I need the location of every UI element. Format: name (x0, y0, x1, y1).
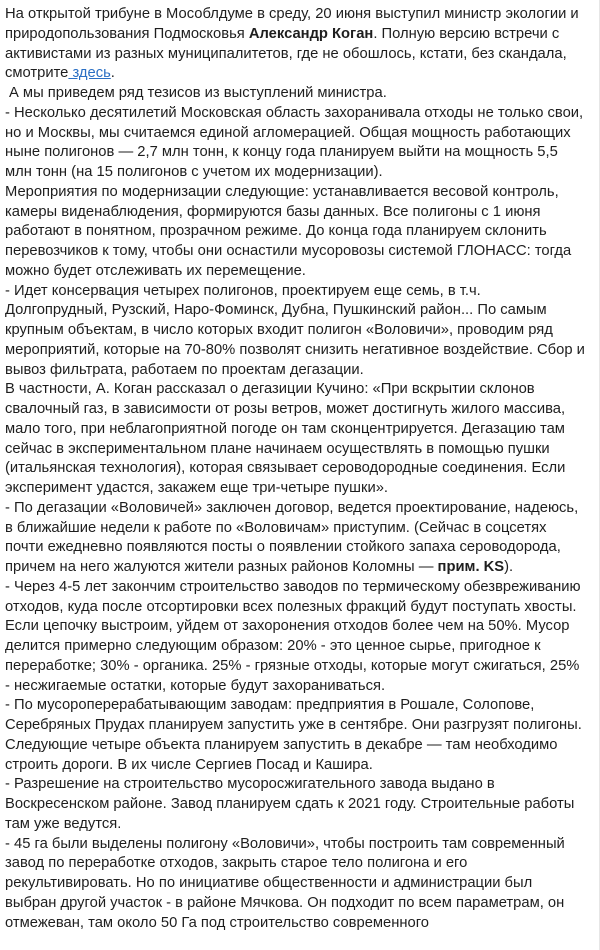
paragraph-conservation: - Идет консервация четырех полигонов, проектируем еще семь, в т.ч. Долгопрудный, Рузский, Наро-Фоминск, Дубна, Пушкинский район... По самым крупным объектам, в число которых входит полигон «Воловичи», проводим ряд мероприятий, которые на 70-80% позволят снизить негативное воздействие. Сбор и вывоз фильтрата, работаем по проектам дегазации. (5, 282, 585, 378)
paragraph-incineration-permit: - Разрешение на строительство мусоросжигательного завода выдано в Воскресенском районе. Завод планируем сдать к 2021 году. Строительные работы там уже ведутся. (5, 776, 575, 832)
editor-note: прим. KS (437, 559, 505, 575)
paragraph-kuchino-degassing: В частности, А. Коган рассказал о дегазиции Кучино: «При вскрытии склонов свалочный газ, в зависимости от розы ветров, может достигнуть жилого массива, мало того, при неблагоприятной погоде он там сконцентрируется. Дегазацию там сейчас в экспериментальном плане начинаем осуществлять в помощью пушки (итальянская технология), которая связывает сероводородные соединения. Если эксперимент удастся, закажем еще три-четыре пушки». (5, 381, 566, 496)
paragraph-volovichi-site: - 45 га были выделены полигону «Воловичи», чтобы построить там современный завод по переработке отходов, закрыть старое тело полигона и его рекультивировать. Но по инициативе общественности и администрации был выбран другой участок - в районе Мячкова. Он подходит по всем параметрам, он отмежеван, там около 50 Га под строительство современного (5, 835, 565, 931)
paragraph-landfill-capacity: - Несколько десятилетий Московская область захоранивала отходы не только свои, но и Москвы, мы считаемся единой агломерацией. Общая мощность работающих ныне полигонов — 2,7 млн тонн, к концу года планируем выйти на мощность 5,5 млн тонн (на 15 полигонов с учетом их модернизации). (5, 104, 584, 180)
volovichi-text-end: ). (504, 559, 514, 575)
theses-intro: А мы приведем ряд тезисов из выступлений министра. (9, 85, 387, 101)
paragraph-volovichi-degassing (5, 499, 587, 578)
intro-text-end: . (110, 65, 115, 82)
video-link[interactable]: здесь (68, 65, 111, 82)
intro-text: На открытой трибуне в Мособлдуме в среду, 20 июня выступил министр экологии и природопользования Подмосковья (5, 6, 579, 42)
paragraph-modernization: Мероприятия по модернизации следующие: устанавливается весовой контроль, камеры виденаблюдения, формируются базы данных. Все полигоны с 1 июня работают в понятном, прозрачном режиме. До конца года планируем склонить перевозчиков к тому, чтобы они оснастили мусоровозы системой ГЛОНАСС: тогда можно будет отслеживать их перемещение. (5, 183, 572, 279)
intro-text-continued: . Полную версию встречи с активистами из разных муниципалитетов, где не обошлось, кстати, без скандала, смотрите (5, 25, 567, 82)
volovichi-text: - По дегазации «Воловичей» заключен договор, ведется проектирование, надеюсь, в ближайшие недели к работе по «Воловичам» приступим. (Сейчас в соцсетях почти ежедневно появляются посты о появлении стойкого запаха сероводорода, причем на него жалуются жители разных районов Коломны — (5, 499, 579, 575)
paragraph-processing-plants: - По мусороперерабатывающим заводам: предприятия в Рошале, Солопове, Серебряных Прудах планируем запустить уже в сентябре. Они разгрузят полигоны. Следующие четыре объекта планируем запустить в декабре — там необходимо строить дороги. В их числе Сергиев Посад и Кашира. (5, 697, 582, 773)
minister-name: Александр Коган (248, 25, 374, 42)
paragraph-thermal-plants: - Через 4-5 лет закончим строительство заводов по термическому обезвреживанию отходов, куда после отсортировки всех полезных фракций будут поступать хвосты. Если цепочку выстроим, уйдем от захоронения отходов более чем на 50%. Мусор делится примерно следующим образом: 20% - это ценное сырье, пригодное к переработке; 30% - органика. 25% - грязные отходы, которые могут сжигаться, 25% - несжигаемые остатки, которые будут захораниваться. (5, 578, 581, 694)
intro-paragraph (5, 5, 587, 84)
